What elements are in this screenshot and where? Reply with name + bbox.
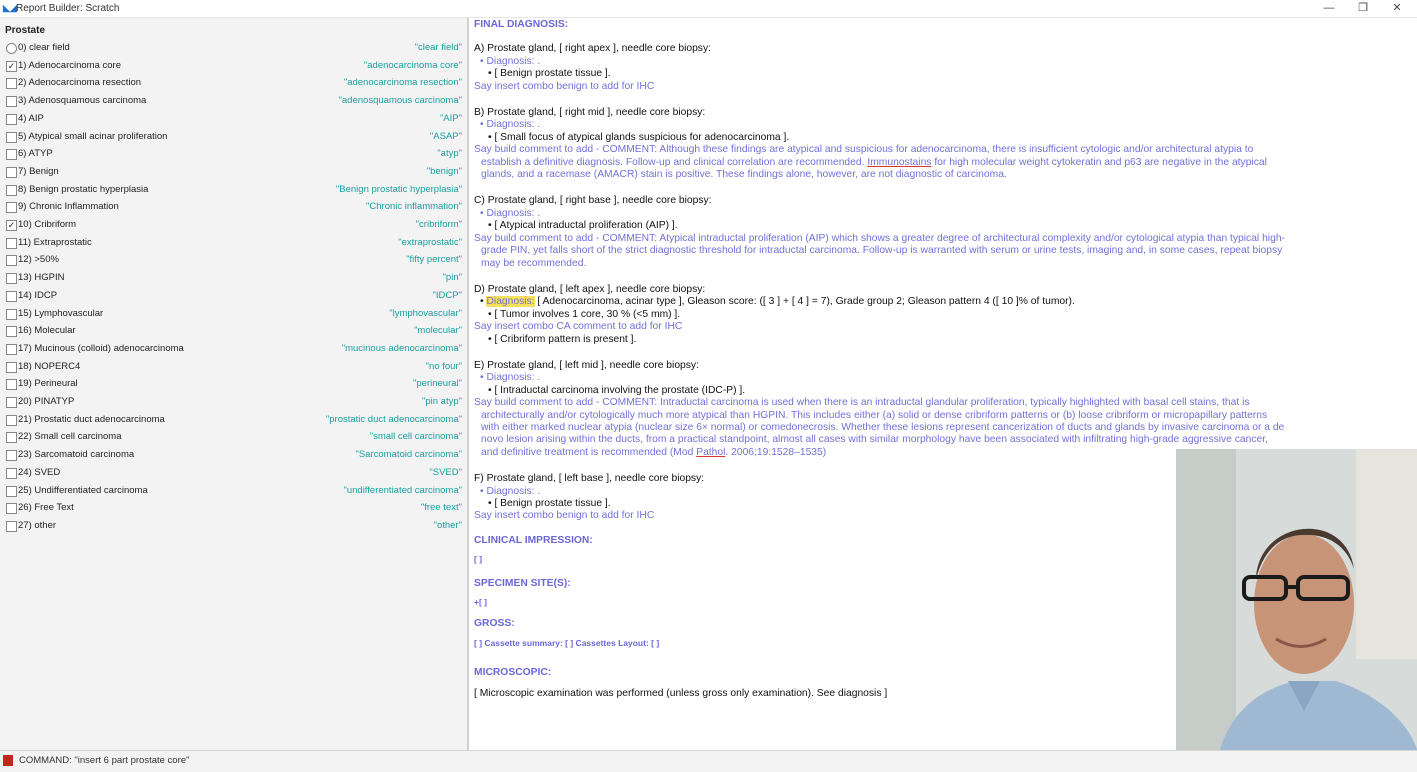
part-b-comment-line1[interactable]: Say build comment to add - COMMENT: Although these findings are atypical and suspicious for adenocarcinoma, there is insufficient cytologic and/or architectural atypia to (474, 144, 1254, 156)
command-row[interactable] (0, 252, 467, 269)
part-b-comment-text: for high molecular weight cytokeratin and p63 are negative in the atypical (931, 156, 1267, 168)
voice-phrase: "adenocarcinoma core" (363, 59, 462, 71)
part-c-finding[interactable]: • [ Atypical intraductal proliferation (AIP) ]. (488, 220, 678, 232)
close-button[interactable]: ✕ (1392, 2, 1402, 14)
title-bar (0, 0, 1417, 18)
part-c-comment-line1[interactable]: Say build comment to add - COMMENT: Atypical intraductal proliferation (AIP) which shows a greater degree of architectural complexity and/or cytological atypia than typical high- (474, 232, 1285, 244)
checkbox[interactable] (6, 202, 17, 213)
checkbox[interactable] (6, 326, 17, 337)
part-f-finding[interactable]: • [ Benign prostate tissue ]. (488, 498, 611, 509)
command-row[interactable] (0, 217, 467, 234)
checkbox[interactable] (6, 255, 17, 266)
checkbox[interactable] (6, 238, 17, 249)
checkbox[interactable] (6, 503, 17, 514)
command-label[interactable]: 24) SVED (18, 466, 61, 478)
checkbox[interactable] (6, 362, 17, 373)
voice-phrase: "benign" (426, 165, 462, 177)
part-b-comment-text: establish a definitive diagnosis. Follow-up and clinical correlation are recommended. (481, 156, 868, 168)
command-label[interactable]: 8) Benign prostatic hyperplasia (18, 183, 149, 195)
voice-phrase: "small cell carcinoma" (369, 431, 462, 443)
command-label[interactable]: 27) other (18, 519, 57, 531)
command-row[interactable] (0, 306, 467, 323)
command-row[interactable] (0, 288, 467, 305)
checkbox[interactable] (6, 432, 17, 443)
command-label[interactable]: 20) PINATYP (18, 396, 75, 407)
section-title: Prostate (5, 25, 46, 36)
command-label[interactable]: 25) Undifferentiated carcinoma (18, 484, 148, 496)
voice-phrase: "fifty percent" (406, 254, 462, 266)
command-row[interactable] (0, 164, 467, 181)
command-row[interactable] (0, 359, 467, 376)
part-b-comment-line3[interactable]: glands, and a racemase (AMACR) stain is positive. These findings alone, however, are not diagnostic of carcinoma. (481, 169, 1007, 181)
command-label[interactable]: 21) Prostatic duct adenocarcinoma (18, 413, 165, 425)
part-b-finding[interactable]: • [ Small focus of atypical glands suspicious for adenocarcinoma ]. (488, 131, 790, 143)
window-title: Report Builder: Scratch (16, 3, 120, 14)
webcam-overlay (1176, 449, 1417, 771)
command-label[interactable]: 2) Adenocarcinoma resection (18, 77, 142, 89)
part-c-header[interactable]: C) Prostate gland, [ right base ], needle core biopsy: (474, 195, 712, 207)
voice-phrase: "cribriform" (415, 219, 462, 230)
voice-phrase: "undifferentiated carcinoma" (343, 484, 462, 496)
voice-phrase: "atyp" (437, 148, 462, 160)
voice-phrase: "prostatic duct adenocarcinoma" (325, 413, 462, 425)
command-label[interactable]: 0) clear field (18, 42, 70, 53)
voice-phrase: "free text" (420, 502, 462, 514)
voice-phrase: "no four" (425, 360, 462, 372)
command-row[interactable] (0, 146, 467, 163)
command-label[interactable]: 18) NOPERC4 (18, 360, 81, 372)
command-label[interactable]: 9) Chronic Inflammation (18, 201, 119, 213)
command-row[interactable] (0, 58, 467, 75)
command-label[interactable]: 13) HGPIN (18, 272, 65, 284)
part-f-diagnosis[interactable]: • Diagnosis: . (480, 485, 541, 497)
command-row[interactable] (0, 412, 467, 429)
command-label[interactable]: 14) IDCP (18, 289, 58, 301)
voice-phrase: "Sarcomatoid carcinoma" (355, 449, 462, 461)
command-row[interactable] (0, 75, 467, 92)
command-row[interactable] (0, 270, 467, 287)
checkbox[interactable] (6, 450, 17, 461)
checkbox[interactable] (6, 78, 17, 89)
checkbox[interactable] (6, 344, 17, 355)
part-d-diagnosis-text: [ Adenocarcinoma, acinar type ], Gleason score: ([ 3 ] + [ 4 ] = 7), Grade group 2; Gleason pattern 4 ([ 10 ]% of tumor). (534, 296, 1075, 308)
voice-phrase: "Benign prostatic hyperplasia" (335, 183, 462, 195)
part-c-diagnosis[interactable]: • Diagnosis: . (480, 207, 541, 219)
checkbox[interactable] (6, 167, 17, 178)
checkbox[interactable] (6, 185, 17, 196)
command-row[interactable] (0, 129, 467, 146)
command-pane (0, 18, 467, 750)
command-row[interactable] (0, 111, 467, 128)
command-label[interactable]: 7) Benign (18, 165, 59, 177)
command-row[interactable] (0, 93, 467, 110)
dictation-icon[interactable] (3, 755, 13, 766)
command-label[interactable]: 23) Sarcomatoid carcinoma (18, 449, 135, 461)
command-status: COMMAND: "insert 6 part prostate core" (19, 755, 190, 766)
part-b-comment-line2[interactable] (474, 157, 1404, 169)
command-row[interactable] (0, 341, 467, 358)
checkbox[interactable] (6, 415, 17, 426)
maximize-button[interactable]: ❐ (1358, 2, 1368, 14)
part-e-comment-line1[interactable]: Say build comment to add - COMMENT: Intraductal carcinoma is used when there is an intraductal glandular proliferation, typically highlighted with basal cell stains, that is (474, 397, 1250, 409)
checkbox[interactable] (6, 468, 17, 479)
checkbox[interactable] (6, 149, 17, 160)
gross-field[interactable]: [ ] Cassette summary: [ ] Cassettes Layout: [ ] (474, 637, 660, 648)
active-field-highlight[interactable]: Diagnosis: (486, 296, 535, 308)
voice-phrase: "adenosquamous carcinoma" (338, 95, 462, 107)
part-a-diagnosis[interactable]: • Diagnosis: . (480, 55, 541, 67)
voice-phrase: "lymphovascular" (389, 307, 462, 319)
clinical-impression-heading: CLINICAL IMPRESSION: (474, 534, 593, 546)
part-e-comment-text: and definitive treatment is recommended (Mod (481, 446, 697, 458)
command-label[interactable]: 10) Cribriform (18, 219, 77, 230)
command-label[interactable]: 16) Molecular (18, 325, 76, 337)
specimen-site-field[interactable]: +[ ] (474, 597, 487, 608)
command-row[interactable] (0, 235, 467, 252)
part-e-header[interactable]: E) Prostate gland, [ left mid ], needle core biopsy: (474, 359, 699, 371)
command-label[interactable]: 11) Extraprostatic (18, 236, 92, 248)
voice-phrase: "mucinous adenocarcinoma" (341, 342, 462, 354)
command-label[interactable]: 4) AIP (18, 112, 44, 124)
checkbox[interactable] (6, 273, 17, 284)
voice-phrase: "pin" (442, 272, 462, 284)
part-e-diagnosis[interactable]: • Diagnosis: . (480, 372, 541, 384)
part-d-prompt[interactable]: Say insert combo CA comment to add for IHC (474, 321, 683, 333)
checkbox[interactable] (6, 291, 17, 302)
checkbox[interactable] (6, 397, 17, 408)
part-e-comment-line4[interactable]: novo lesion arising within the ducts, from a practical standpoint, almost all cases with similar morphology have been associated with infiltrating high-grade aggressive cancer, (481, 434, 1268, 446)
command-row[interactable] (0, 465, 467, 482)
checkbox[interactable] (6, 114, 17, 125)
command-row[interactable] (0, 500, 467, 517)
command-row[interactable] (0, 376, 467, 393)
specimen-site-heading: SPECIMEN SITE(S): (474, 577, 571, 589)
voice-phrase: "IDCP" (432, 289, 462, 301)
voice-phrase: "molecular" (414, 325, 462, 337)
microscopic-field[interactable]: [ Microscopic examination was performed (unless gross only examination). See diagnosis ] (474, 687, 888, 699)
part-c-comment-line3[interactable]: may be recommended. (481, 257, 587, 269)
final-diagnosis-heading: FINAL DIAGNOSIS: (474, 19, 569, 30)
command-row[interactable] (0, 518, 467, 535)
part-a-finding[interactable]: • [ Benign prostate tissue ]. (488, 68, 611, 80)
command-row[interactable] (0, 447, 467, 464)
part-e-comment-line2[interactable]: architecturally and/or cytologically much more atypical than HGPIN. This includes either (a) solid or dense cribriform patterns or (b) loose cribriform or micropapillary patterns (481, 409, 1268, 421)
webcam-feed-image (1176, 449, 1417, 771)
voice-phrase: "extraprostatic" (398, 236, 462, 248)
command-label[interactable]: 12) >50% (18, 254, 59, 266)
part-a-prompt[interactable]: Say insert combo benign to add for IHC (474, 80, 655, 92)
part-a-header[interactable]: A) Prostate gland, [ right apex ], needle core biopsy: (474, 43, 711, 55)
clinical-impression-field[interactable]: [ ] (474, 554, 483, 565)
part-f-header[interactable]: F) Prostate gland, [ left base ], needle core biopsy: (474, 473, 705, 485)
checkbox[interactable] (6, 521, 17, 532)
spelling-flag[interactable]: Pathol (696, 446, 726, 458)
part-e-finding[interactable]: • [ Intraductal carcinoma involving the prostate (IDC-P) ]. (488, 384, 746, 396)
part-c-comment-line2[interactable]: grade PIN, yet falls short of the strict diagnostic threshold for intraductal carcinoma. Follow-up is warranted with serum or urine tests, imaging and, in some cases, repeat biopsy (481, 245, 1283, 257)
voice-phrase: "SVED" (429, 466, 462, 478)
command-label[interactable]: 1) Adenocarcinoma core (18, 59, 121, 71)
command-label[interactable]: 22) Small cell carcinoma (18, 431, 122, 443)
radio-button[interactable] (6, 43, 17, 54)
gross-heading: GROSS: (474, 618, 515, 630)
microscopic-heading: MICROSCOPIC: (474, 667, 552, 679)
command-label[interactable]: 6) ATYP (18, 148, 53, 160)
minimize-button[interactable]: — (1323, 2, 1335, 14)
checkbox[interactable]: ✓ (7, 220, 16, 230)
voice-phrase: "ASAP" (429, 130, 462, 142)
command-label[interactable]: 17) Mucinous (colloid) adenocarcinoma (18, 342, 184, 354)
part-f-prompt[interactable]: Say insert combo benign to add for IHC (474, 510, 655, 522)
command-row[interactable] (0, 40, 467, 57)
part-d-diagnosis[interactable]: • Diagnosis: [ Adenocarcinoma, acinar type ], Gleason score: ([ 3 ] + [ 4 ] = 7), Grade group 2; Gleason pattern 4 ([ 10 ]% of tumor). (480, 296, 1075, 308)
app-logo-icon: ◣◢ (3, 3, 17, 13)
command-row[interactable] (0, 323, 467, 340)
checkbox[interactable] (6, 96, 17, 107)
part-d-finding-2[interactable]: • [ Cribriform pattern is present ]. (488, 333, 637, 345)
command-row[interactable] (0, 199, 467, 216)
voice-phrase: "perineural" (413, 378, 462, 390)
checkbox[interactable] (6, 132, 17, 143)
voice-phrase: "adenocarcinoma resection" (343, 77, 462, 89)
voice-phrase: "pin atyp" (421, 396, 462, 407)
command-row[interactable] (0, 394, 467, 411)
command-label[interactable]: 19) Perineural (18, 378, 78, 390)
part-b-diagnosis[interactable]: • Diagnosis: . (480, 119, 541, 131)
checkbox[interactable] (6, 486, 17, 497)
command-label[interactable]: 15) Lymphovascular (18, 307, 104, 319)
checkbox[interactable] (6, 379, 17, 390)
command-label[interactable]: 3) Adenosquamous carcinoma (18, 95, 147, 107)
part-d-finding[interactable]: • [ Tumor involves 1 core, 30 % (<5 mm) ]. (488, 308, 681, 320)
command-row[interactable] (0, 429, 467, 446)
voice-phrase: "AIP" (439, 112, 462, 124)
voice-phrase: "clear field" (414, 42, 462, 53)
command-row[interactable] (0, 182, 467, 199)
status-bar (0, 750, 1417, 772)
part-e-comment-line3[interactable]: with either marked nuclear atypia (nuclear size 6× normal) or comedonecrosis. Whether these lesions represent cancerization of ducts and glands by invasive carcinoma or a de (481, 421, 1285, 433)
part-d-header[interactable]: D) Prostate gland, [ left apex ], needle core biopsy: (474, 283, 706, 295)
command-label[interactable]: 26) Free Text (18, 502, 74, 514)
voice-phrase: "Chronic inflammation" (366, 201, 462, 213)
part-b-header[interactable]: B) Prostate gland, [ right mid ], needle core biopsy: (474, 107, 706, 119)
checkbox[interactable]: ✓ (7, 60, 16, 71)
part-e-comment-text: . 2006;19:1528–1535) (725, 446, 827, 458)
spelling-flag[interactable]: Immunostains (867, 156, 932, 168)
command-label[interactable]: 5) Atypical small acinar proliferation (18, 130, 168, 142)
checkbox[interactable] (6, 309, 17, 320)
command-row[interactable] (0, 483, 467, 500)
voice-phrase: "other" (433, 519, 462, 531)
